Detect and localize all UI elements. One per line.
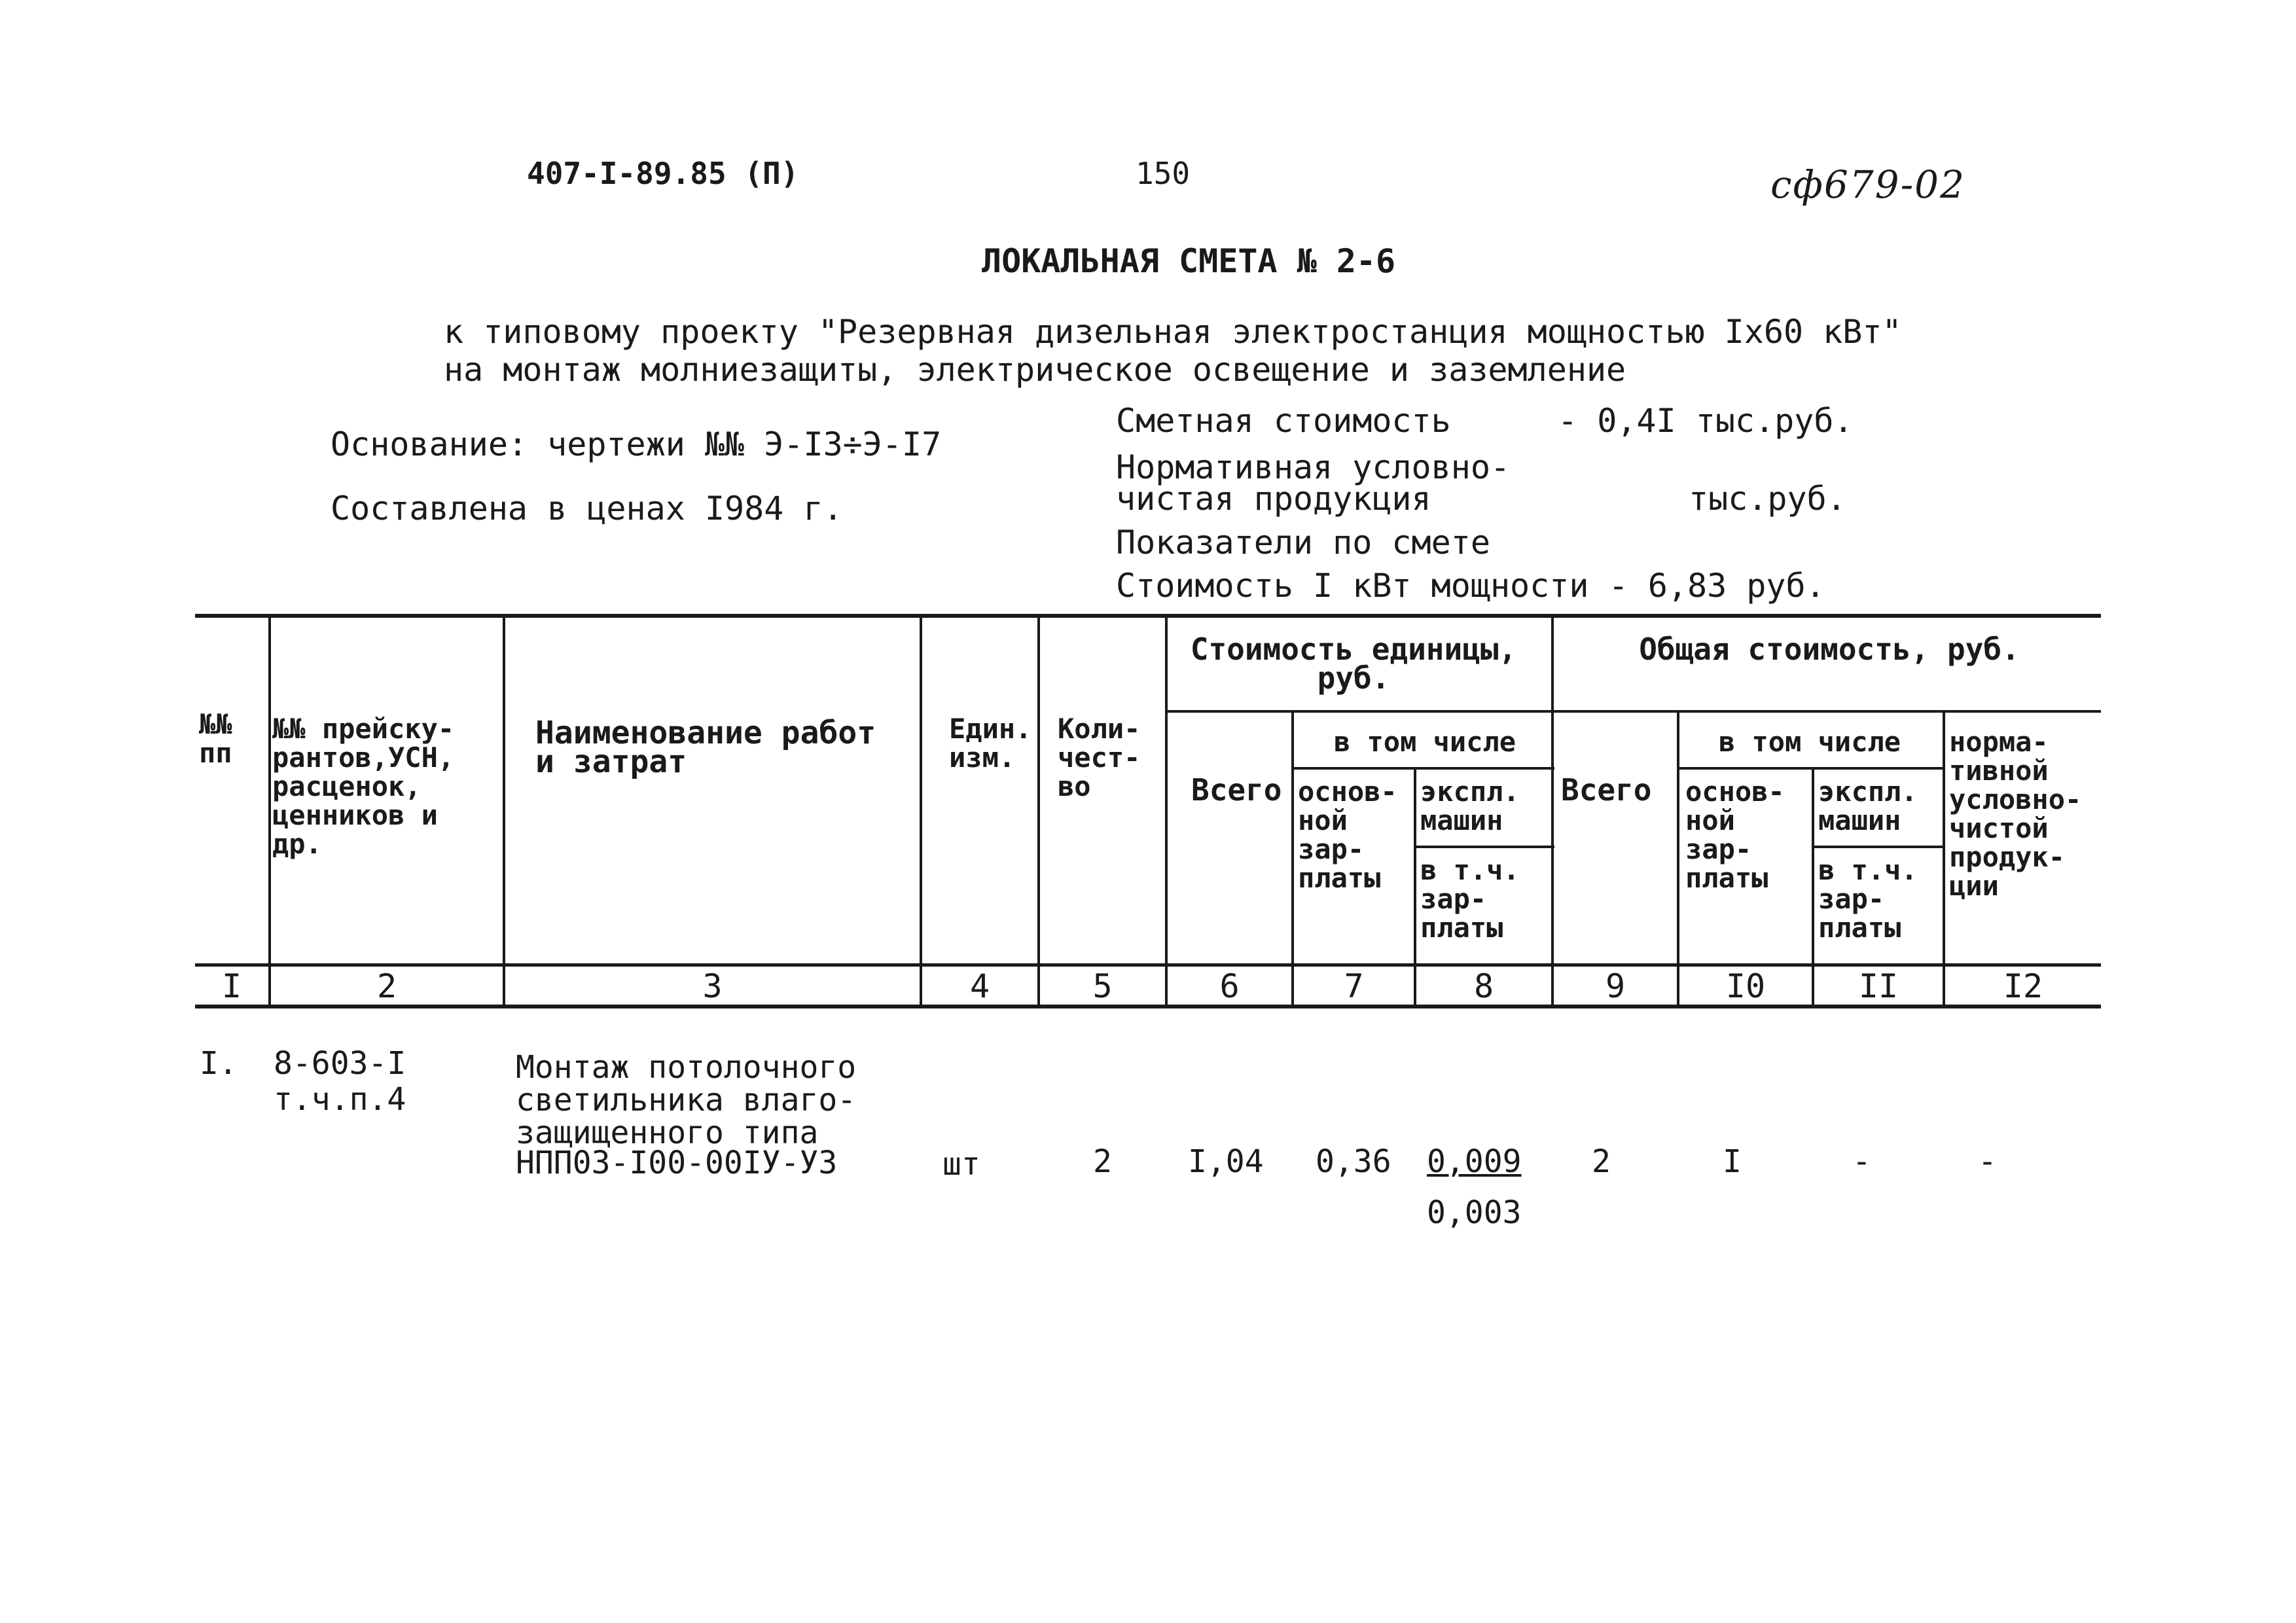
header-total-machines-salary: в т.ч. зар-платы	[1818, 854, 1918, 944]
header-unit: Един. изм.	[949, 713, 1032, 774]
table-top-rule	[195, 614, 2101, 618]
handwritten-code: сф679-02	[1770, 162, 1965, 207]
header-unit-base-salary: основ-ной зар-платы	[1298, 776, 1397, 894]
subtitle-line-1: к типовому проекту "Резервная дизельная электростанция мощностью Iх60 кВт"	[444, 313, 1902, 351]
row-total-salary: I	[1723, 1143, 1742, 1180]
prices-text: Составлена в ценах I984 г.	[331, 490, 843, 527]
indicators-label: Показатели по смете	[1116, 524, 1490, 562]
row-number: I.	[200, 1045, 238, 1082]
row-unit-machines-salary: 0,003	[1427, 1194, 1522, 1231]
table-col-divider	[920, 615, 922, 1008]
basis-text: Основание: чертежи №№ Э-I3÷Э-I7	[331, 425, 942, 463]
header-total-cost: Общая стоимость, руб.	[1639, 632, 2020, 667]
estimated-cost-label: Сметная стоимость	[1116, 402, 1451, 440]
estimated-cost-value: - 0,4I тыс.руб.	[1558, 402, 1854, 440]
column-number: 6	[1219, 967, 1240, 1005]
table-col-divider	[1551, 615, 1554, 1008]
header-total-machines: экспл. машин	[1818, 776, 1918, 836]
header-row-number: №№ пп	[199, 708, 232, 769]
table-col-divider	[1291, 710, 1294, 1008]
table-col-divider	[1165, 615, 1168, 1008]
row-normative: -	[1978, 1143, 1997, 1180]
column-number: 7	[1344, 967, 1364, 1005]
row-unit-salary: 0,36	[1316, 1143, 1391, 1180]
column-number: II	[1858, 967, 1899, 1005]
table-col-divider	[503, 615, 505, 1008]
row-name-line-4: НПП03-I00-00IУ-У3	[516, 1145, 838, 1181]
header-unit-total: Всего	[1191, 772, 1282, 808]
subtitle-line-2: на монтаж молниезащиты, электрическое освещение и заземление	[444, 351, 1626, 389]
row-name-line-2: светильника влаго-	[516, 1082, 857, 1118]
table-rule	[1165, 710, 2101, 713]
column-number: 5	[1092, 967, 1113, 1005]
table-col-divider	[268, 615, 271, 1008]
header-total-total: Всего	[1561, 772, 1652, 808]
table-col-divider	[1037, 615, 1040, 1008]
row-name-line-3: защищенного типа	[516, 1115, 819, 1151]
normative-label-2: чистая продукция	[1116, 480, 1431, 518]
header-work-name: Наименование работ и затрат	[535, 715, 876, 780]
normative-value: тыс.руб.	[1689, 480, 1846, 518]
column-number: 4	[969, 967, 990, 1005]
table-col-divider	[1943, 710, 1945, 1008]
table-rule	[1414, 846, 1554, 848]
row-quantity: 2	[1093, 1143, 1112, 1180]
row-name-line-1: Монтаж потолочного	[516, 1049, 857, 1086]
header-total-including: в том числе	[1718, 726, 1901, 758]
column-number: 9	[1605, 967, 1626, 1005]
row-unit-machines: 0,009	[1427, 1143, 1522, 1180]
cost-per-kw: Стоимость I кВт мощности - 6,83 руб.	[1116, 567, 1825, 605]
column-number: I0	[1725, 967, 1766, 1005]
row-code-line-1: 8-603-I	[274, 1045, 406, 1082]
header-unit-machines-salary: в т.ч. зар-платы	[1420, 854, 1520, 944]
row-code-line-2: т.ч.п.4	[274, 1081, 406, 1118]
row-unit-total: I,04	[1188, 1143, 1264, 1180]
header-normative-product: норма-тивной условно-чистой продук-ции	[1949, 726, 2082, 902]
column-number: 3	[702, 967, 723, 1005]
page-number: 150	[1136, 156, 1191, 191]
table-rule	[1293, 767, 1554, 770]
header-unit-including: в том числе	[1333, 726, 1516, 758]
row-total: 2	[1592, 1143, 1611, 1180]
table-header-bottom-rule	[195, 963, 2101, 967]
row-total-machines: -	[1852, 1143, 1871, 1180]
header-quantity: Коли-чест-во	[1058, 713, 1141, 802]
header-price-list: №№ прейску-рантов,УСН, расценок, ценников и др.	[272, 713, 455, 860]
table-rule	[1813, 846, 1944, 848]
column-number: I2	[2003, 967, 2043, 1005]
column-number: 2	[376, 967, 397, 1005]
header-unit-cost: Стоимость единицы, руб.	[1190, 632, 1517, 696]
table-col-divider	[1677, 710, 1679, 1008]
row-unit: шт	[942, 1146, 980, 1183]
column-number: I	[221, 967, 242, 1005]
document-code: 407-I-89.85 (П)	[527, 156, 799, 191]
header-unit-machines: экспл. машин	[1420, 776, 1520, 836]
normative-label-1: Нормативная условно-	[1116, 448, 1511, 486]
column-number: 8	[1473, 967, 1494, 1005]
document-title: ЛОКАЛЬНАЯ СМЕТА № 2-6	[982, 242, 1396, 280]
header-total-base-salary: основ-ной зар-платы	[1685, 776, 1785, 894]
